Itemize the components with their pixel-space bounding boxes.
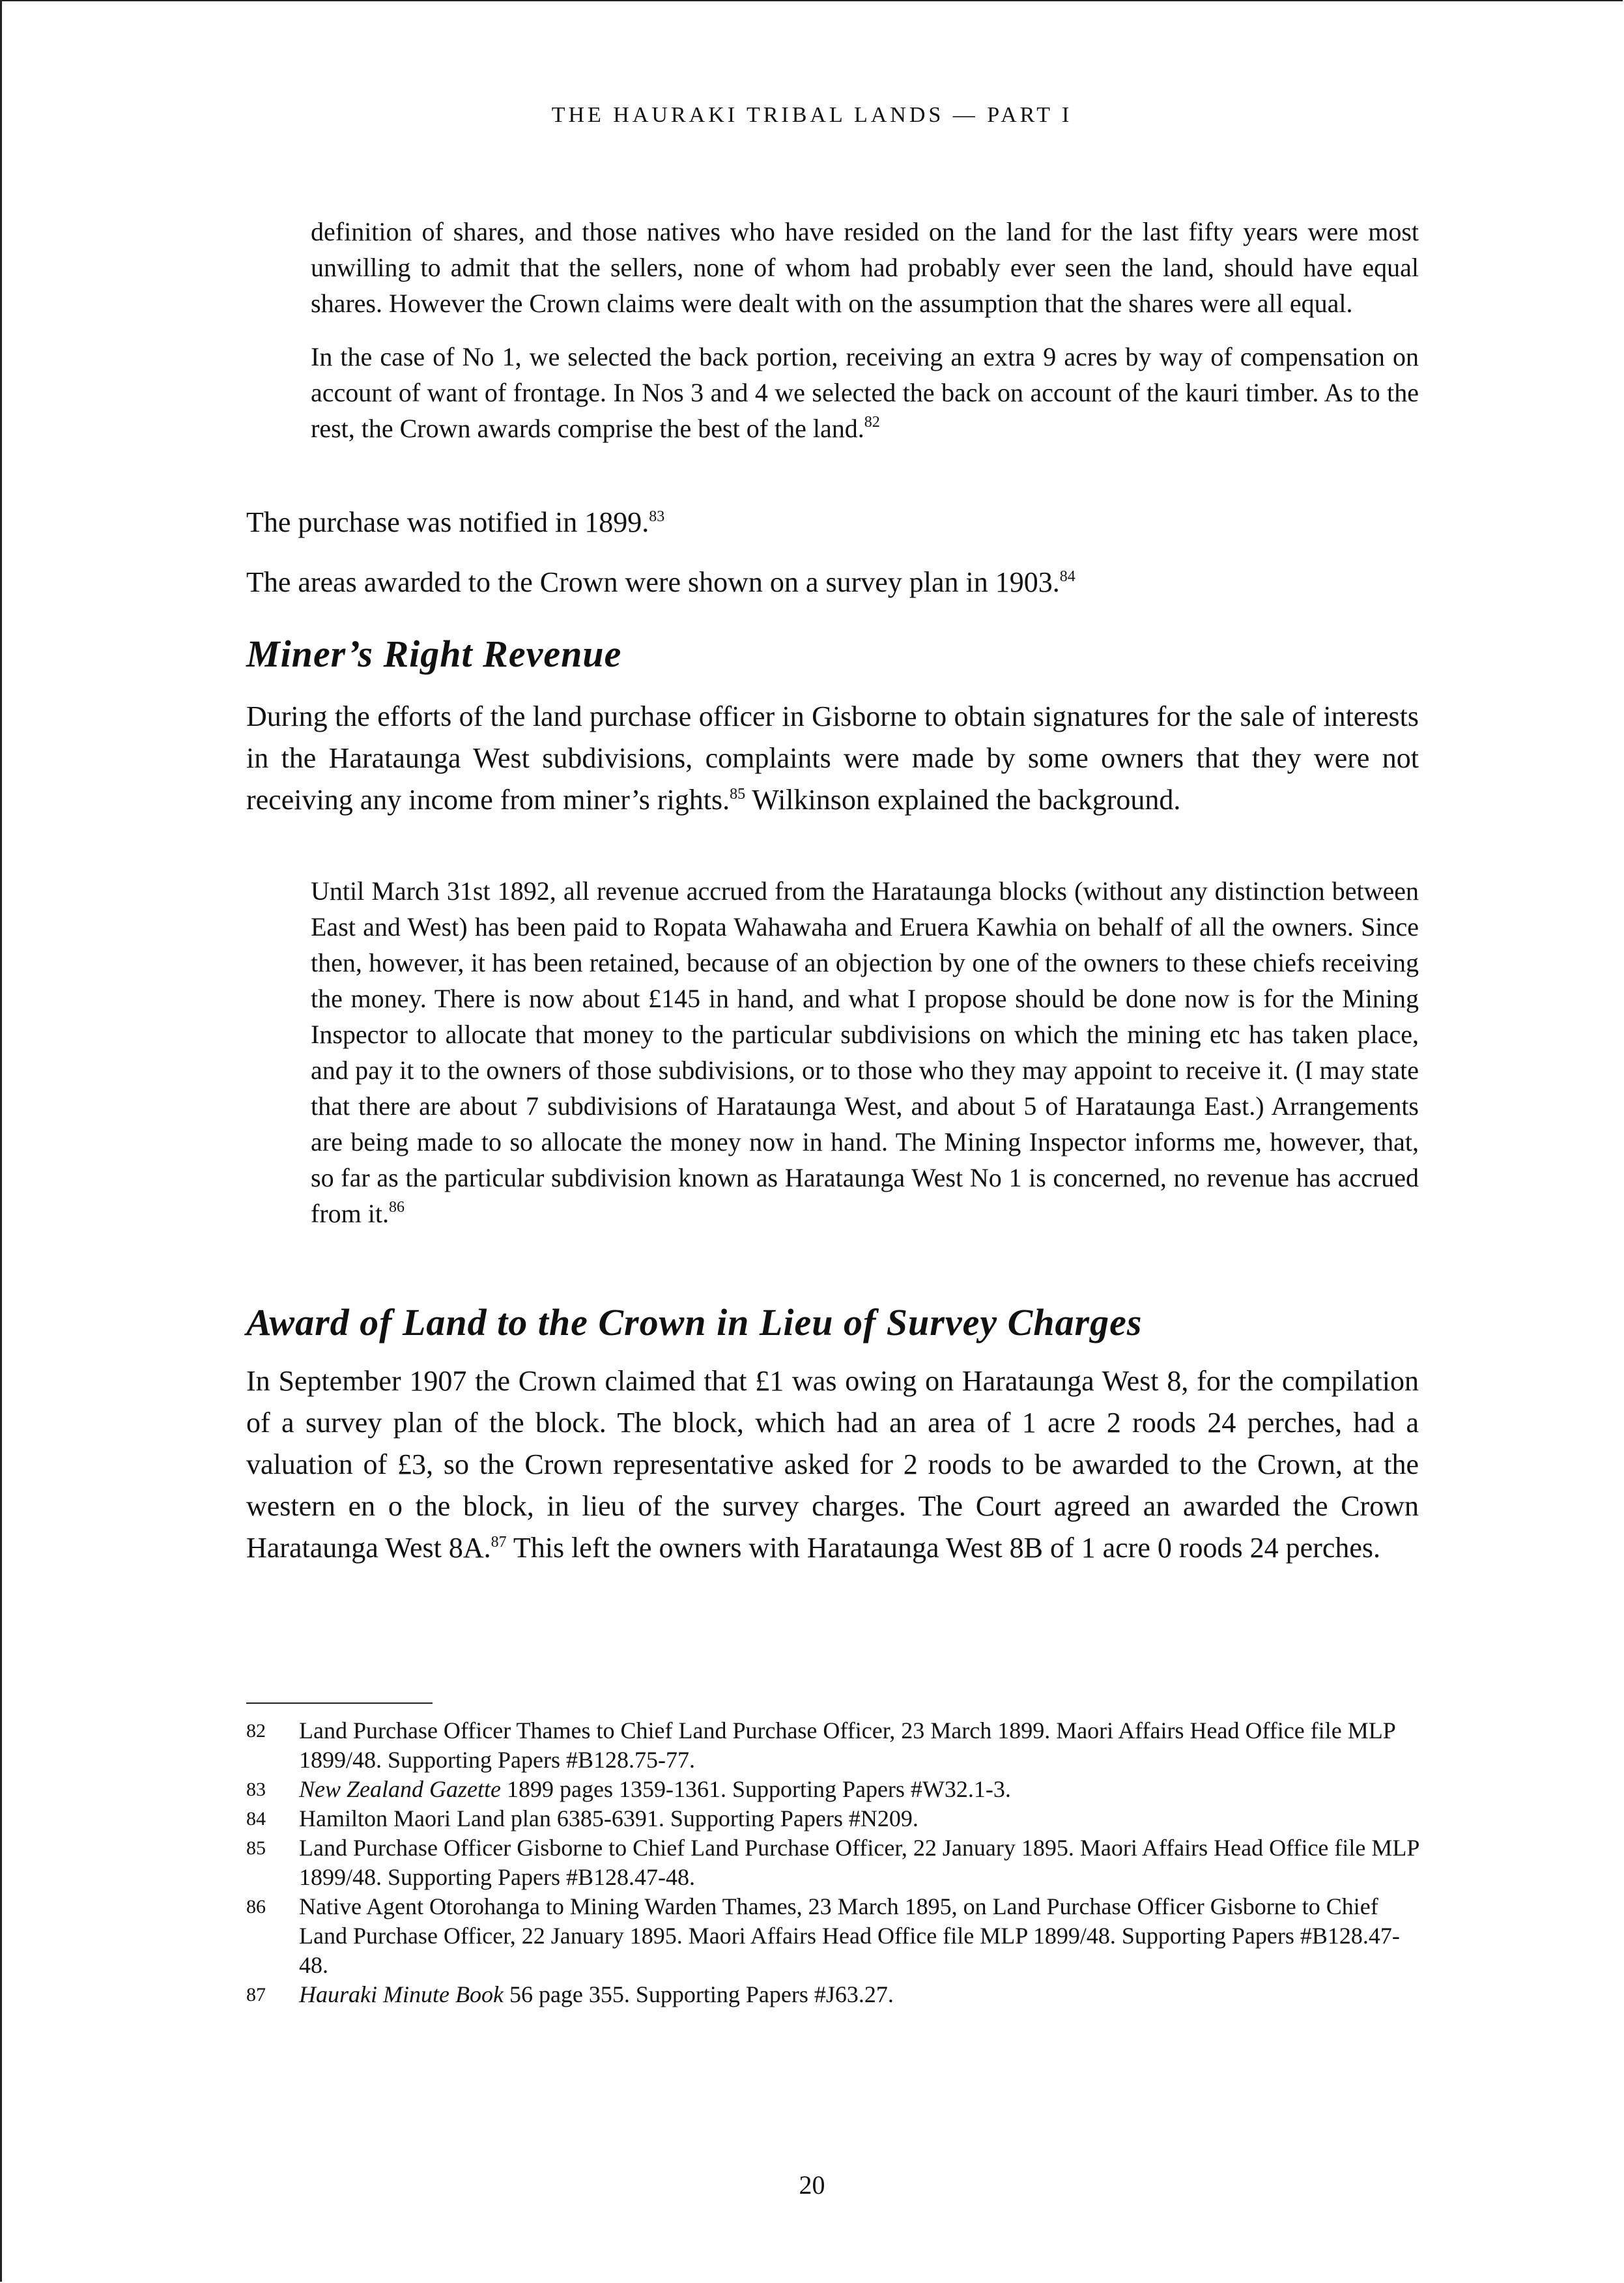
footnote-ref: 85 [730, 786, 746, 803]
footnote-number: 83 [246, 1779, 266, 1800]
section-heading [246, 632, 1419, 676]
footnote-ref: 83 [649, 508, 665, 525]
footnote [246, 1833, 1423, 1892]
publication-title: New Zealand Gazette [299, 1776, 501, 1802]
body-text: This left the owners with Harataunga West 8B of 1 acre 0 roods 24 perches. [506, 1532, 1380, 1564]
footnote [246, 1980, 1423, 2009]
footnotes [246, 1716, 1423, 2009]
section-title: Award of Land to the Crown in Lieu of Survey Charges [246, 1301, 1143, 1343]
quote-text: In the case of No 1, we selected the back portion, receiving an extra 9 acres by way of compensation on account of want of frontage. In Nos 3 and 4 we selected the back on account of the kauri timber. As to the rest, the Crown awards comprise the best of the land. [311, 342, 1419, 443]
body-paragraph [246, 696, 1419, 821]
footnote-rule [246, 1702, 433, 1704]
footnote-ref: 84 [1059, 568, 1076, 585]
footnote-text: Hamilton Maori Land plan 6385-6391. Supporting Papers #N209. [299, 1805, 919, 1831]
body-text: During the efforts of the land purchase officer in Gisborne to obtain signatures for the sale of interests in the Harataunga West subdivisions, complaints were made by some owners that they were not receiving any income from miner’s rights. [246, 700, 1419, 816]
quote-paragraph [311, 339, 1419, 446]
citation: 1899 pages 1359-1361. Supporting Papers #W32.1-3. [500, 1776, 1011, 1802]
footnote-text [299, 1775, 1423, 1804]
body-paragraph [246, 502, 1419, 543]
quote-paragraph: definition of shares, and those natives who have resided on the land for the last fifty years were most unwilling to admit that the sellers, none of whom had probably ever seen the land, should have equal shares. However the Crown claims were dealt with on the assumption that the shares were all equal. [311, 217, 1419, 318]
body-text: The areas awarded to the Crown were shown on a survey plan in 1903. [246, 566, 1060, 598]
body-text: Wilkinson explained the background. [745, 784, 1181, 816]
footnote [246, 1892, 1423, 1980]
footnote [246, 1716, 1423, 1775]
citation: 56 page 355. Supporting Papers #J63.27. [503, 1981, 894, 2007]
body-text: The purchase was notified in 1899. [246, 506, 649, 538]
footnote-number: 87 [246, 1984, 266, 2005]
running-head: THE HAURAKI TRIBAL LANDS — PART I [551, 103, 1073, 127]
section-title: Miner’s Right Revenue [246, 633, 622, 675]
body-paragraph [246, 562, 1419, 603]
quote-block-2 [246, 873, 1419, 1231]
quote-block-1 [246, 214, 1419, 446]
footnote-number: 86 [246, 1896, 266, 1917]
section-heading [246, 1300, 1419, 1344]
footnote-text: Native Agent Otorohanga to Mining Warden Thames, 23 March 1895, on Land Purchase Officer Gisborne to Chief Land Purchase Officer, 22 January 1895. Maori Affairs Head Office file MLP 1899/48. Supporting Papers #B128.47-48. [299, 1893, 1400, 1978]
footnote-number: 85 [246, 1837, 266, 1859]
footnote-text: Land Purchase Officer Thames to Chief Land Purchase Officer, 23 March 1899. Maori Affairs Head Office file MLP 1899/48. Supporting Papers #B128.75-77. [299, 1717, 1395, 1773]
publication-title: Hauraki Minute Book [299, 1981, 504, 2007]
quote-text: Until March 31st 1892, all revenue accrued from the Harataunga blocks (without any distinction between East and West) has been paid to Ropata Wahawaha and Eruera Kawhia on behalf of all the owners. Since then, however, it has been retained, because of an objection by one of the owners to these chiefs receiving the money. There is now about £145 in hand, and what I propose should be done now is for the Mining Inspector to allocate that money to the particular subdivisions on which the mining etc has taken place, and pay it to the owners of those subdivisions, or to those who they may appoint to receive it. (I may state that there are about 7 subdivisions of Harataunga West, and about 5 of Harataunga East.) Arrangements are being made to so allocate the money now in hand. The Mining Inspector informs me, however, that, so far as the particular subdivision known as Harataunga West No 1 is concerned, no revenue has accrued from it. [311, 876, 1419, 1228]
footnote-number: 82 [246, 1720, 266, 1742]
footnote-ref: 82 [864, 414, 880, 431]
footnote-text [299, 1980, 1423, 2009]
footnote [246, 1775, 1423, 1804]
footnote-ref: 86 [388, 1199, 405, 1216]
footnote-number: 84 [246, 1808, 266, 1830]
footnote-ref: 87 [491, 1534, 507, 1551]
body-paragraph [246, 1360, 1419, 1569]
footnote [246, 1804, 1423, 1833]
footnote-text: Land Purchase Officer Gisborne to Chief Land Purchase Officer, 22 January 1895. Maori Affairs Head Office file MLP 1899/48. Supporting Papers #B128.47-48. [299, 1835, 1419, 1890]
page-number: 20 [799, 2170, 825, 2200]
body-text: In September 1907 the Crown claimed that £1 was owing on Harataunga West 8, for the compilation of a survey plan of the block. The block, which had an area of 1 acre 2 roods 24 perches, had a valuation of £3, so the Crown representative asked for 2 roods to be awarded to the Crown, at the western en o the block, in lieu of the survey charges. The Court agreed an awarded the Crown Harataunga West 8A. [246, 1365, 1419, 1564]
